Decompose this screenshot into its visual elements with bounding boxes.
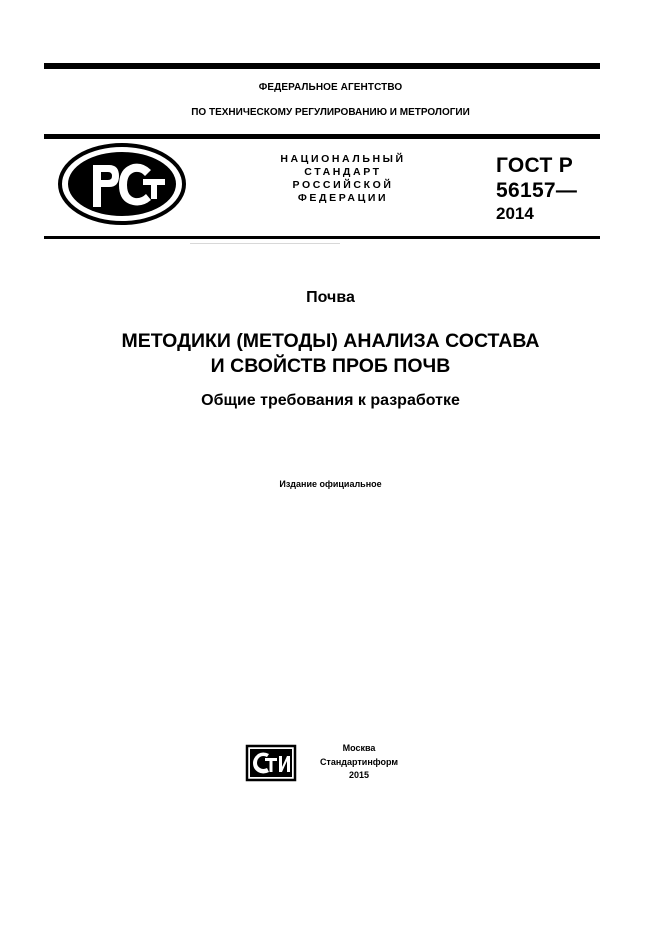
publisher-block (300, 742, 418, 783)
standard-designation (496, 153, 577, 225)
standard-type-line: СТАНДАРТ (304, 166, 382, 178)
publisher-name: Стандартинформ (319, 756, 399, 767)
title-prefix: Почва (306, 289, 355, 306)
agency-name-line-1: ФЕДЕРАЛЬНОЕ АГЕНТСТВО (258, 82, 403, 93)
standartinform-logo-icon (245, 744, 297, 782)
edition-label: Издание официальное (279, 479, 382, 489)
header-rule (44, 134, 600, 139)
rst-certification-mark-icon (57, 143, 187, 225)
publisher-city: Москва (342, 743, 376, 753)
designation-line-2: 56157— (496, 179, 578, 202)
standard-type-line: РОССИЙСКОЙ (292, 179, 394, 191)
top-rule (44, 63, 600, 69)
publication-year: 2015 (348, 770, 370, 780)
header-bottom-rule (44, 236, 600, 239)
document-title-line-1: МЕТОДИКИ (МЕТОДЫ) АНАЛИЗА СОСТАВА (121, 330, 540, 352)
document-subtitle: Общие требования к разработке (201, 392, 460, 409)
scan-artifact (190, 243, 340, 244)
document-title-line-2: И СВОЙСТВ ПРОБ ПОЧВ (210, 355, 451, 377)
standard-type-label (258, 153, 428, 205)
standard-type-line: НАЦИОНАЛЬНЫЙ (280, 153, 406, 165)
standard-type-line: ФЕДЕРАЦИИ (297, 192, 389, 204)
designation-line-1: ГОСТ Р (496, 154, 574, 177)
designation-year: 2014 (496, 204, 534, 223)
agency-name-line-2: ПО ТЕХНИЧЕСКОМУ РЕГУЛИРОВАНИЮ И МЕТРОЛОГИИ (191, 107, 470, 118)
